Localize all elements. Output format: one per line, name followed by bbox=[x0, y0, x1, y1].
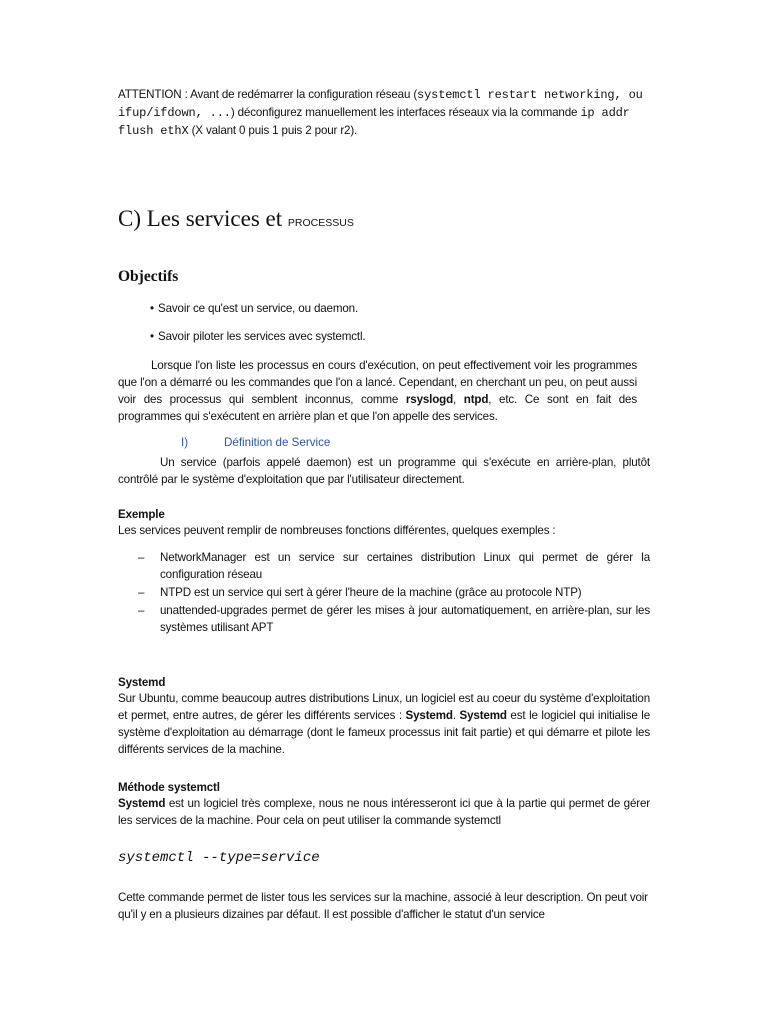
exemple-list-item bbox=[138, 549, 650, 583]
systemd-bold-2: Systemd bbox=[459, 709, 507, 722]
intro-bold-2: ntpd bbox=[463, 393, 489, 406]
attention-code-4: flush ethX bbox=[118, 124, 189, 138]
systemd-paragraph bbox=[118, 690, 650, 758]
systemd-bold-1: Systemd bbox=[405, 709, 453, 722]
methode-text: est un logiciel très complexe, nous ne nous intéresseront ici que à la partie qui permet de gérer les services de la machine. Pour cela on peut utiliser la commande systemctl bbox=[118, 797, 650, 827]
exemple-item-label: unattended-upgrades permet de gérer les mises à jour automatiquement, en arrière-plan, sur les systèmes utilisant APT bbox=[160, 604, 650, 634]
dash-icon: – bbox=[138, 551, 145, 564]
attention-code-3: ip addr bbox=[580, 106, 630, 120]
attention-code-2: ifup/ifdown, ... bbox=[118, 106, 231, 120]
exemple-heading: Exemple bbox=[118, 508, 165, 521]
methode-heading: Méthode systemctl bbox=[118, 781, 220, 794]
dash-icon: – bbox=[138, 604, 145, 617]
attention-text-3: (X valant 0 puis 1 puis 2 pour r2). bbox=[188, 124, 358, 137]
definition-title: Définition de Service bbox=[224, 436, 331, 449]
bullet-icon: • bbox=[150, 330, 154, 343]
objectifs-list-item bbox=[150, 300, 358, 317]
exemple-intro: Les services peuvent remplir de nombreuses fonctions différentes, quelques exemples : bbox=[118, 524, 556, 537]
methode-paragraph bbox=[118, 795, 650, 829]
attention-text-2: ) déconfigurez manuellement les interfaces réseaux via la commande bbox=[230, 106, 581, 119]
methode-bold: Systemd bbox=[118, 797, 166, 810]
exemple-item-label: NetworkManager est un service sur certaines distribution Linux qui permet de gérer la configuration réseau bbox=[160, 551, 650, 581]
exemple-item-label: NTPD est un service qui sert à gérer l'heure de la machine (grâce au protocole NTP) bbox=[160, 586, 582, 599]
intro-paragraph bbox=[118, 357, 637, 425]
objectifs-heading: Objectifs bbox=[118, 268, 179, 285]
section-title-main: C) Les services et bbox=[118, 206, 288, 231]
systemd-text-1: Sur Ubuntu, comme beaucoup autres distributions Linux, un logiciel est au coeur du système d'exploitation et permet, entre autres, de gérer les différents services : bbox=[118, 692, 650, 722]
dash-icon: – bbox=[138, 586, 145, 599]
closing-paragraph: Cette commande permet de lister tous les services sur la machine, associé à leur description. On peut voir qu'il y en a plusieurs dizaines par défaut. Il est possible d'afficher le statut d'un service bbox=[118, 891, 648, 921]
systemd-text-2: . bbox=[452, 709, 460, 722]
intro-separator: , bbox=[453, 393, 464, 406]
bullet-icon: • bbox=[150, 302, 154, 315]
exemple-list-item bbox=[138, 602, 650, 636]
attention-label: ATTENTION bbox=[118, 88, 182, 101]
attention-code-1: systemctl restart networking, ou bbox=[417, 88, 643, 102]
objectifs-item-label: Savoir piloter les services avec systemctl. bbox=[158, 330, 366, 343]
systemd-heading: Systemd bbox=[118, 676, 166, 689]
objectifs-list-item bbox=[150, 328, 365, 345]
attention-text-1: : Avant de redémarrer la configuration réseau ( bbox=[181, 88, 418, 101]
attention-paragraph bbox=[118, 86, 652, 140]
definition-heading bbox=[181, 436, 331, 449]
definition-paragraph: Un service (parfois appelé daemon) est un programme qui s'exécute en arrière-plan, plutôt contrôlé par le système d'exploitation que par l'utilisateur directement. bbox=[118, 456, 650, 486]
section-title-small: PROCESSUS bbox=[287, 217, 354, 229]
definition-number: I) bbox=[181, 436, 189, 449]
command-line: systemctl --type=service bbox=[118, 850, 320, 866]
intro-text-1: Lorsque l'on liste les processus en cours d'exécution, on peut effectivement voir les programmes que l'on a démarré ou les commandes que l'on a lancé. Cependant, en cherchant un peu, on peut aussi voir des processus qui semblent inconnus, comme bbox=[118, 359, 637, 406]
systemd-text-3: est le logiciel qui initialise le système d'exploitation au démarrage (dont le fameux processus init fait partie) et qui démarre et pilote les différents services de la machine. bbox=[118, 709, 650, 756]
objectifs-item-label: Savoir ce qu'est un service, ou daemon. bbox=[158, 302, 359, 315]
exemple-list-item bbox=[138, 584, 650, 601]
intro-bold-1: rsyslogd bbox=[405, 393, 454, 406]
intro-text-2: , etc. Ce sont en fait des programmes qui s'exécutent en arrière plan et que l'on appelle des services. bbox=[118, 393, 638, 423]
section-title bbox=[118, 206, 354, 232]
